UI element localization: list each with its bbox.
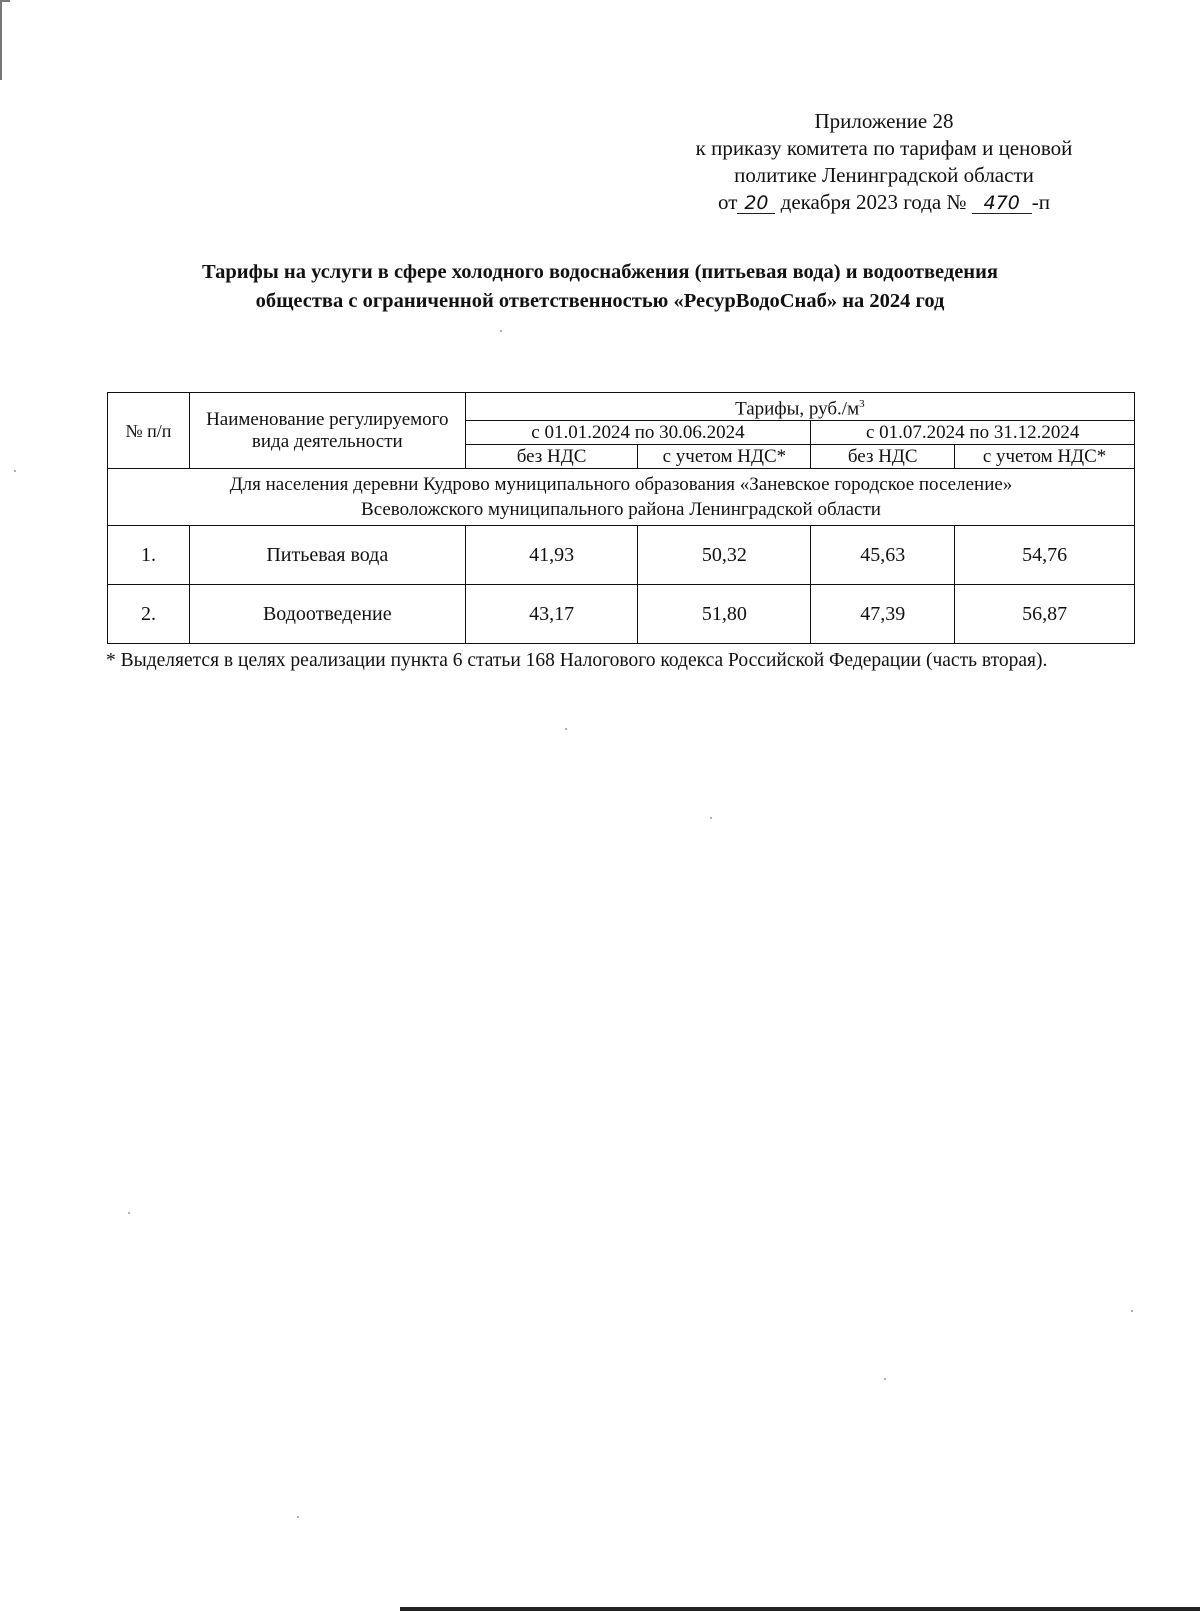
scan-speck [1131, 1310, 1133, 1312]
row-p1-with-vat: 50,32 [638, 526, 811, 585]
header-number: № п/п [108, 393, 190, 469]
table-header-row [108, 393, 1135, 421]
row-activity-name: Питьевая вода [189, 526, 465, 585]
scan-speck [14, 470, 16, 472]
region-line-1: Для населения деревни Кудрово муниципального образования «Заневское городское поселение» [229, 474, 1013, 496]
appendix-label: Приложение 28 [814, 109, 954, 133]
region-line-2: Всеволожского муниципального района Ленинградской области [361, 499, 881, 521]
table-row [108, 585, 1135, 644]
scan-speck [297, 1516, 299, 1518]
header-p1-no-vat: без НДС [465, 445, 638, 469]
header-p2-no-vat: без НДС [811, 445, 955, 469]
header-period-1: с 01.01.2024 по 30.06.2024 [465, 421, 811, 445]
scan-speck [500, 330, 502, 332]
scan-edge-mark [0, 0, 2, 80]
row-p1-no-vat: 43,17 [465, 585, 638, 644]
title-line-1: Тарифы на услуги в сфере холодного водоснабжения (питьевая вода) и водоотведения [201, 261, 999, 283]
header-p2-with-vat: с учетом НДС* [955, 445, 1135, 469]
row-p1-no-vat: 41,93 [465, 526, 638, 585]
header-tariffs [465, 393, 1134, 421]
scan-bottom-edge [400, 1607, 1200, 1611]
scan-speck [710, 817, 712, 819]
order-line-1: к приказу комитета по тарифам и ценовой [695, 136, 1073, 160]
row-p2-with-vat: 56,87 [955, 585, 1135, 644]
tariffs-unit-sup: 3 [859, 398, 865, 410]
row-number: 2. [108, 585, 190, 644]
order-line-2: политике Ленинградской области [734, 163, 1034, 187]
header-activity-name: Наименование регулируемого вида деятельности [189, 393, 465, 469]
header-p1-with-vat: с учетом НДС* [638, 445, 811, 469]
scan-speck [884, 1378, 886, 1380]
tariffs-label: Тарифы, руб./м [735, 398, 860, 420]
handwritten-day: 20 [737, 193, 775, 214]
scan-speck [565, 728, 567, 730]
region-cell [108, 469, 1135, 526]
handwritten-order-number: 470 [972, 193, 1032, 214]
scan-speck [128, 1212, 130, 1214]
title-line-2: общества с ограниченной ответственностью «РесурВодоСнаб» на 2024 год [255, 290, 945, 312]
row-p2-no-vat: 45,63 [811, 526, 955, 585]
order-date-line [634, 189, 1134, 216]
order-suffix: -п [1031, 190, 1050, 214]
document-header [634, 108, 1134, 216]
row-number: 1. [108, 526, 190, 585]
row-p2-no-vat: 47,39 [811, 585, 955, 644]
scan-edge-mark [0, 0, 10, 2]
row-p2-with-vat: 54,76 [955, 526, 1135, 585]
row-activity-name: Водоотведение [189, 585, 465, 644]
tariffs-table [107, 392, 1135, 644]
vat-footnote: * Выделяется в целях реализации пункта 6 статьи 168 Налогового кодекса Российской Федерации (часть вторая). [106, 650, 1048, 671]
region-row [108, 469, 1135, 526]
document-title [120, 258, 1080, 316]
date-middle: декабря 2023 года № [780, 190, 967, 214]
row-p1-with-vat: 51,80 [638, 585, 811, 644]
table-row [108, 526, 1135, 585]
date-prefix: от [718, 190, 738, 214]
header-period-2: с 01.07.2024 по 31.12.2024 [811, 421, 1135, 445]
